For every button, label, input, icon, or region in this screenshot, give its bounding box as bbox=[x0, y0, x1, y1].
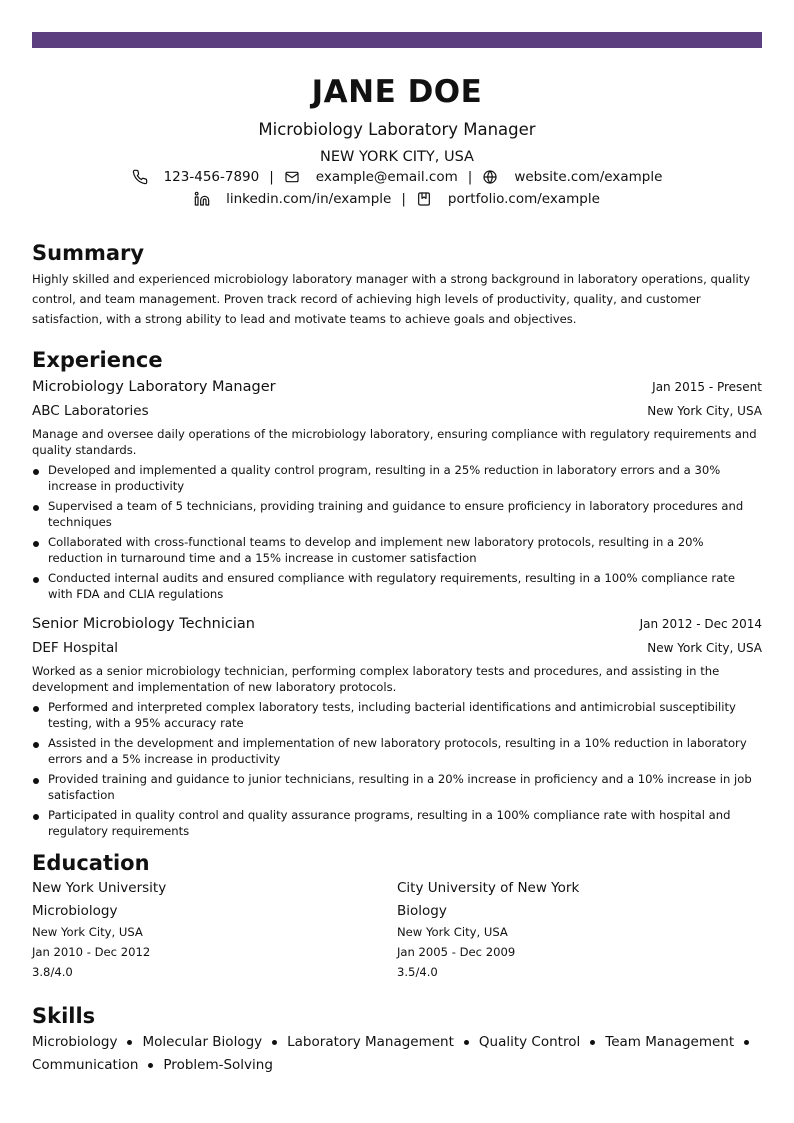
job-role: Senior Microbiology Technician bbox=[32, 616, 255, 632]
list-item: Provided training and guidance to junior technicians, resulting in a 20% increase in proficiency and a 10% increase in job satisfaction bbox=[32, 771, 762, 803]
bullet-dot bbox=[148, 1063, 153, 1068]
portfolio-icon bbox=[416, 191, 432, 207]
skill-item: Team Management bbox=[605, 1034, 735, 1050]
linkedin-link[interactable]: linkedin.com/in/example bbox=[226, 191, 392, 207]
job-description: Worked as a senior microbiology technician, performing complex laboratory tests and procedures, and assisting in the development and implementation of new laboratory protocols. bbox=[32, 664, 720, 694]
experience-heading: Experience bbox=[32, 348, 163, 372]
edu-dates: Jan 2005 - Dec 2009 bbox=[397, 945, 516, 959]
job-dates: Jan 2015 - Present bbox=[652, 380, 762, 394]
bullet-dot bbox=[464, 1040, 469, 1045]
bullet-dot bbox=[127, 1040, 132, 1045]
contact-line-1 bbox=[32, 166, 762, 188]
skills-section bbox=[32, 1003, 762, 1077]
edu-field: Microbiology bbox=[32, 903, 118, 919]
website-link[interactable]: website.com/example bbox=[514, 169, 663, 185]
candidate-location: NEW YORK CITY, USA bbox=[320, 149, 474, 165]
job-entry bbox=[32, 375, 762, 602]
phone-link[interactable]: 123-456-7890 bbox=[163, 169, 260, 185]
job-description: Manage and oversee daily operations of the microbiology laboratory, ensuring compliance with regulatory requirements and quality standards. bbox=[32, 427, 757, 457]
linkedin-icon bbox=[194, 191, 210, 207]
contact-separator: | bbox=[467, 169, 473, 185]
skill-item: Microbiology bbox=[32, 1034, 118, 1050]
accent-bar bbox=[32, 32, 762, 48]
list-item: Collaborated with cross-functional teams to develop and implement new laboratory protocols, resulting in a 20% reduction in turnaround time and a 15% increase in customer satisfaction bbox=[32, 534, 762, 566]
job-role: Microbiology Laboratory Manager bbox=[32, 379, 276, 395]
edu-school: City University of New York bbox=[397, 880, 580, 896]
candidate-title: Microbiology Laboratory Manager bbox=[258, 120, 536, 139]
candidate-name: JANE DOE bbox=[311, 74, 483, 110]
edu-gpa: 3.5/4.0 bbox=[397, 965, 438, 979]
skill-item: Problem-Solving bbox=[163, 1057, 273, 1073]
list-item: Developed and implemented a quality control program, resulting in a 25% reduction in laboratory errors and a 30% increase in productivity bbox=[32, 462, 762, 494]
education-heading: Education bbox=[32, 851, 150, 875]
list-item: Supervised a team of 5 technicians, providing training and guidance to ensure proficiency in laboratory procedures and techniques bbox=[32, 498, 762, 530]
summary-heading: Summary bbox=[32, 241, 145, 265]
edu-gpa: 3.8/4.0 bbox=[32, 965, 73, 979]
edu-dates: Jan 2010 - Dec 2012 bbox=[32, 945, 151, 959]
summary-text: Highly skilled and experienced microbiology laboratory manager with a strong background in laboratory operations, quality control, and team management. Proven track record of achieving high levels of productivity, quality, and customer satisfaction, with a strong ability to lead and motivate teams to achieve goals and objectives. bbox=[32, 272, 751, 326]
email-link[interactable]: example@email.com bbox=[315, 169, 458, 185]
contact-separator: | bbox=[401, 191, 406, 207]
list-item: Assisted in the development and implementation of new laboratory protocols, resulting in a 10% reduction in laboratory errors and a 5% increase in productivity bbox=[32, 735, 762, 767]
summary-section bbox=[32, 240, 762, 329]
contact-separator: | bbox=[269, 169, 274, 185]
list-item: Conducted internal audits and ensured compliance with regulatory requirements, resulting in a 100% compliance rate with FDA and CLIA regulations bbox=[32, 570, 762, 602]
job-location: New York City, USA bbox=[647, 641, 762, 655]
list-item: Participated in quality control and quality assurance programs, resulting in a 100% compliance rate with hospital and regulatory requirements bbox=[32, 807, 762, 839]
bullet-dot bbox=[272, 1040, 277, 1045]
education-entry bbox=[32, 876, 397, 982]
skill-item: Molecular Biology bbox=[142, 1034, 263, 1050]
job-company: ABC Laboratories bbox=[32, 403, 149, 419]
job-dates: Jan 2012 - Dec 2014 bbox=[639, 617, 762, 631]
resume-header bbox=[32, 70, 762, 210]
list-item: Performed and interpreted complex laboratory tests, including bacterial identifications and antimicrobial susceptibility testing, with a 95% accuracy rate bbox=[32, 699, 762, 731]
bullet-dot bbox=[744, 1040, 749, 1045]
skill-item: Quality Control bbox=[478, 1034, 581, 1050]
edu-school: New York University bbox=[32, 880, 167, 896]
education-section bbox=[32, 850, 762, 982]
skills-heading: Skills bbox=[32, 1004, 96, 1028]
skills-list bbox=[32, 1031, 762, 1077]
mail-icon bbox=[284, 169, 300, 185]
bullet-dot bbox=[590, 1040, 595, 1045]
experience-section bbox=[32, 347, 762, 843]
globe-icon bbox=[482, 169, 498, 185]
contact-line-2 bbox=[32, 188, 762, 210]
job-location: New York City, USA bbox=[647, 404, 762, 418]
job-bullets bbox=[32, 462, 762, 602]
edu-field: Biology bbox=[397, 903, 447, 919]
education-entry bbox=[397, 876, 762, 982]
edu-location: New York City, USA bbox=[32, 925, 143, 939]
phone-icon bbox=[132, 169, 148, 185]
portfolio-link[interactable]: portfolio.com/example bbox=[447, 191, 600, 207]
skill-item: Laboratory Management bbox=[287, 1034, 454, 1050]
skill-item: Communication bbox=[32, 1057, 139, 1073]
job-bullets bbox=[32, 699, 762, 839]
edu-location: New York City, USA bbox=[397, 925, 508, 939]
job-company: DEF Hospital bbox=[32, 640, 119, 656]
education-grid bbox=[32, 876, 762, 982]
job-entry bbox=[32, 612, 762, 839]
